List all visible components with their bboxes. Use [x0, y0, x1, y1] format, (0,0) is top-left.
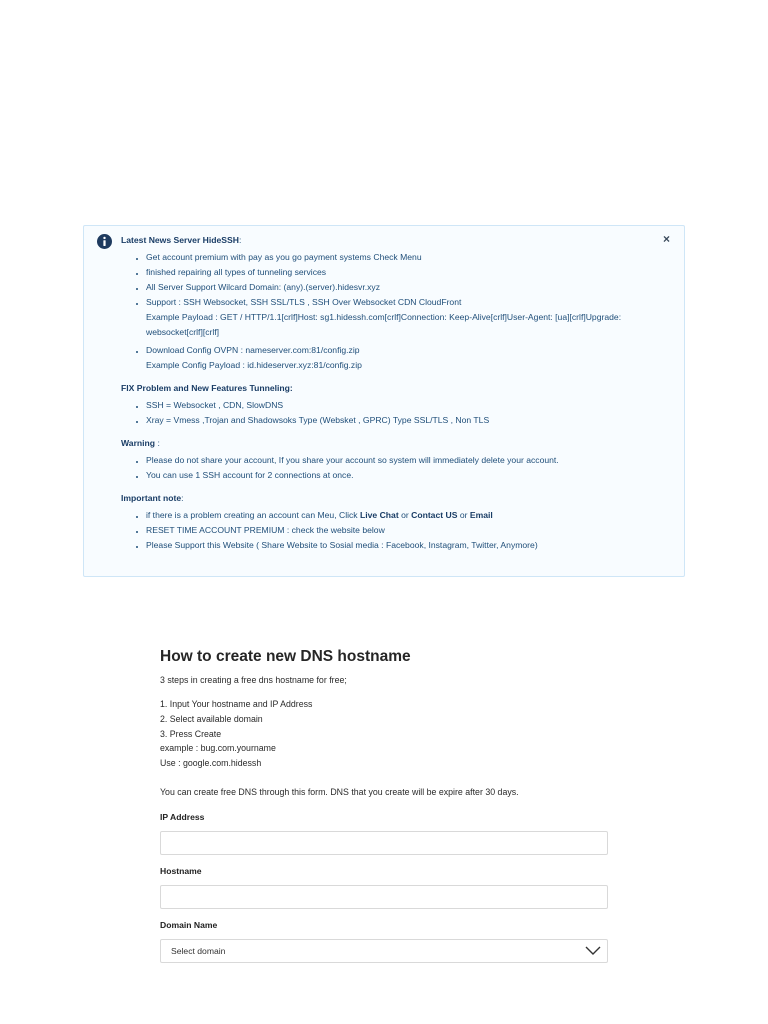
news-list: [121, 250, 661, 373]
expiry-note: You can create free DNS through this form. DNS that you create will be expire after 30 days.: [160, 786, 519, 797]
warning-heading-text: Warning: [121, 438, 156, 448]
page-title: How to create new DNS hostname: [160, 648, 411, 665]
step-line: 2. Select available domain: [160, 713, 263, 724]
list-item: • Get account premium with pay as you go payment systems Check Menu: [146, 250, 661, 265]
list-item: • All Server Support Wilcard Domain: (any).(server).hidesvr.xyz: [146, 280, 661, 295]
info-circle-icon: [97, 234, 112, 249]
steps-list: [160, 697, 610, 771]
email-link[interactable]: Email: [469, 510, 493, 520]
step-line: Use : google.com.hidessh: [160, 758, 262, 769]
dns-form-section: [160, 646, 610, 963]
fix-list: [121, 398, 661, 428]
alert-content: [121, 233, 661, 553]
important-heading: Important note:: [121, 493, 184, 503]
list-item: • if there is a problem creating an account can Meu, Click Live Chat or Contact US or Email: [146, 508, 661, 523]
payload-line-2: websocket[crlf][crlf]: [146, 327, 220, 337]
hostname-label: Hostname: [160, 865, 202, 876]
config-payload: Example Config Payload : id.hideserver.xyz:81/config.zip: [146, 360, 362, 370]
alert-close-button[interactable]: ×: [662, 232, 670, 246]
domain-name-label: Domain Name: [160, 919, 218, 930]
list-item: • Please Support this Website ( Share Website to Sosial media : Facebook, Instagram, Twitter, Anymore): [146, 538, 661, 553]
ip-address-input[interactable]: [161, 832, 607, 854]
list-item: [146, 295, 661, 340]
important-heading-text: Important note: [121, 493, 182, 503]
news-alert: [83, 225, 685, 577]
warning-list: [121, 453, 661, 483]
list-item: • RESET TIME ACCOUNT PREMIUM : check the website below: [146, 523, 661, 538]
step-line: example : bug.com.yourname: [160, 743, 276, 754]
news-heading: Latest News Server HideSSH:: [121, 235, 242, 245]
contact-us-link[interactable]: Contact US: [411, 510, 458, 520]
config-download: • Download Config OVPN : nameserver.com:81/config.zip: [146, 345, 360, 355]
fix-heading: FIX Problem and New Features Tunneling:: [121, 383, 293, 393]
domain-select[interactable]: [160, 939, 608, 963]
intro-text: 3 steps in creating a free dns hostname for free;: [160, 675, 347, 685]
hostname-field-wrap: [160, 885, 608, 909]
ip-address-field-wrap: [160, 831, 608, 855]
live-chat-link[interactable]: Live Chat: [360, 510, 399, 520]
list-item: • Xray = Vmess ,Trojan and Shadowsoks Type (Websket , GPRC) Type SSL/TLS , Non TLS: [146, 413, 661, 428]
important-list: [121, 508, 661, 553]
list-item: • finished repairing all types of tunneling services: [146, 265, 661, 280]
chevron-down-icon: [585, 944, 601, 958]
step-line: 3. Press Create: [160, 728, 222, 739]
list-item: • SSH = Websocket , CDN, SlowDNS: [146, 398, 661, 413]
step-line: 1. Input Your hostname and IP Address: [160, 699, 313, 709]
list-item: [146, 343, 661, 373]
payload-line-1: Example Payload : GET / HTTP/1.1[crlf]Host: sg1.hidessh.com[crlf]Connection: Keep-Alive[crlf]User-Agent: [ua][crlf]Upgrade:: [146, 312, 622, 322]
news-heading-text: Latest News Server HideSSH: [121, 235, 239, 245]
ip-address-label: IP Address: [160, 811, 205, 822]
support-text: • Support : SSH Websocket, SSH SSL/TLS , SSH Over Websocket CDN CloudFront: [146, 297, 462, 307]
list-item: • Please do not share your account, If you share your account so system will immediately delete your account.: [146, 453, 661, 468]
warning-heading: Warning :: [121, 438, 160, 448]
domain-select-value: Select domain: [171, 945, 226, 956]
hostname-input[interactable]: [161, 886, 607, 908]
list-item: • You can use 1 SSH account for 2 connections at once.: [146, 468, 661, 483]
